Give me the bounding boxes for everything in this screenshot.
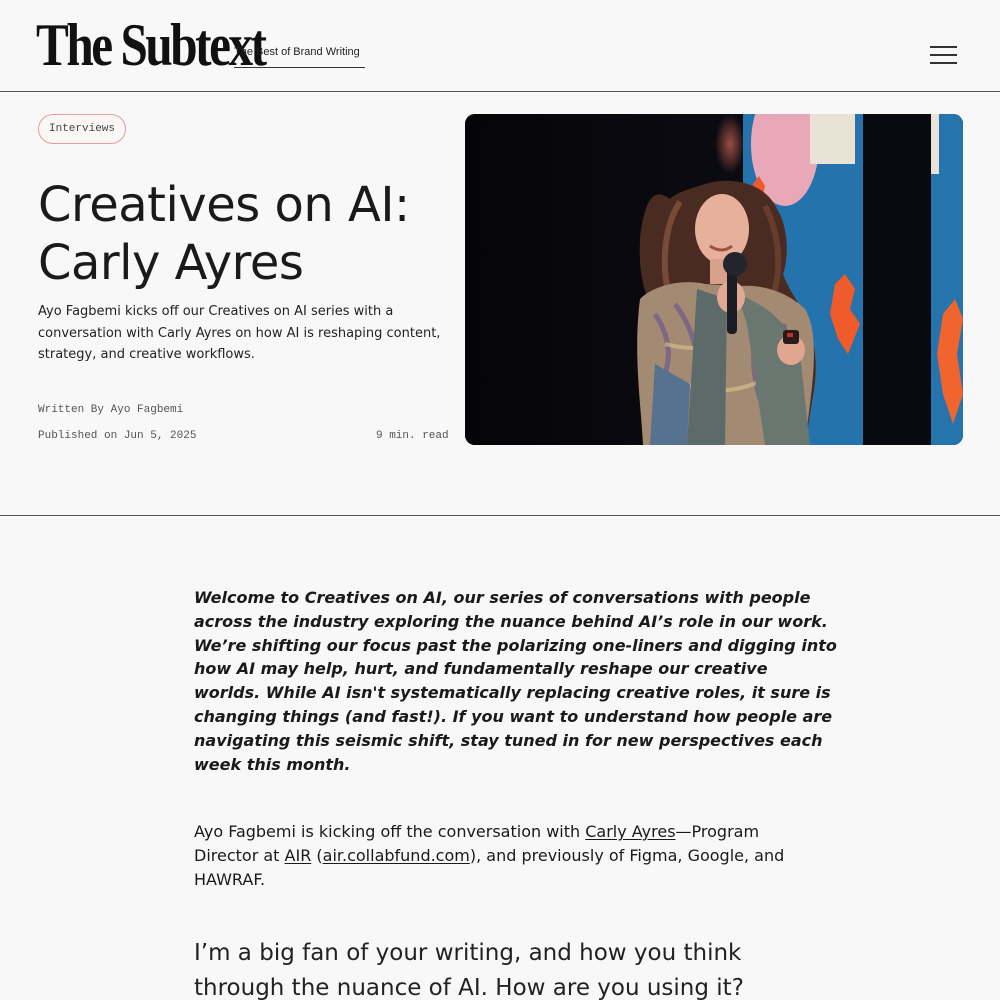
- air-link[interactable]: AIR: [284, 845, 312, 865]
- menu-bar: [930, 46, 957, 48]
- author-byline: Written By Ayo Fagbemi: [38, 404, 184, 416]
- category-tag[interactable]: Interviews: [38, 114, 126, 144]
- carly-ayres-link[interactable]: Carly Ayres: [585, 822, 676, 841]
- intro-line: week this month.: [194, 754, 351, 774]
- hero-photo: [465, 114, 963, 445]
- paragraph-line: [194, 844, 814, 868]
- paragraph-text: (: [311, 845, 323, 865]
- question-line: through the nuance of AI. How are you using it?: [194, 975, 744, 1000]
- speaker-photo-icon: [465, 114, 963, 445]
- article-paragraph: [194, 820, 814, 891]
- read-time: 9 min. read: [376, 430, 449, 442]
- intro-line: changing things (and fast!). If you want to understand how people are: [194, 706, 833, 726]
- paragraph-line: HAWRAF.: [194, 869, 266, 889]
- interview-question: [194, 936, 814, 1000]
- article-intro: [194, 586, 837, 776]
- intro-line: Welcome to Creatives on AI, our series of conversations with people: [194, 588, 811, 607]
- paragraph-text: Director at: [194, 845, 285, 865]
- article-subtitle: Ayo Fagbemi kicks off our Creatives on AI series with a conversation with Carly Ayres on how AI is reshaping content, strategy, and creative workflows.: [38, 304, 441, 362]
- intro-line: how AI may help, hurt, and fundamentally reshape our creative: [194, 659, 768, 679]
- menu-bar: [930, 62, 957, 64]
- site-tagline: The Best of Brand Writing: [234, 46, 365, 68]
- intro-line: worlds. While AI isn't systematically replacing creative roles, it sure is: [194, 683, 831, 703]
- title-line: Carly Ayres: [38, 235, 304, 291]
- hamburger-menu-icon[interactable]: [930, 45, 957, 65]
- site-logo[interactable]: The Subtext: [36, 12, 265, 78]
- collabfund-link[interactable]: air.collabfund.com: [322, 845, 470, 865]
- article-title: [38, 176, 458, 292]
- paragraph-text: —Program: [675, 822, 760, 841]
- menu-bar: [930, 54, 957, 56]
- section-divider: [0, 515, 1000, 516]
- paragraph-text: Ayo Fagbemi is kicking off the conversation with: [194, 822, 586, 841]
- publish-date: Published on Jun 5, 2025: [38, 430, 197, 442]
- question-line: I’m a big fan of your writing, and how you think: [194, 940, 742, 966]
- intro-line: We’re shifting our focus past the polarizing one-liners and digging into: [194, 635, 837, 655]
- intro-line: navigating this seismic shift, stay tuned in for new perspectives each: [194, 730, 823, 750]
- paragraph-text: ), and previously of Figma, Google, and: [469, 845, 785, 865]
- intro-line: across the industry exploring the nuance behind AI’s role in our work.: [194, 611, 828, 631]
- site-header: [0, 0, 1000, 92]
- paragraph-line: [194, 820, 814, 844]
- title-line: Creatives on AI:: [38, 177, 410, 233]
